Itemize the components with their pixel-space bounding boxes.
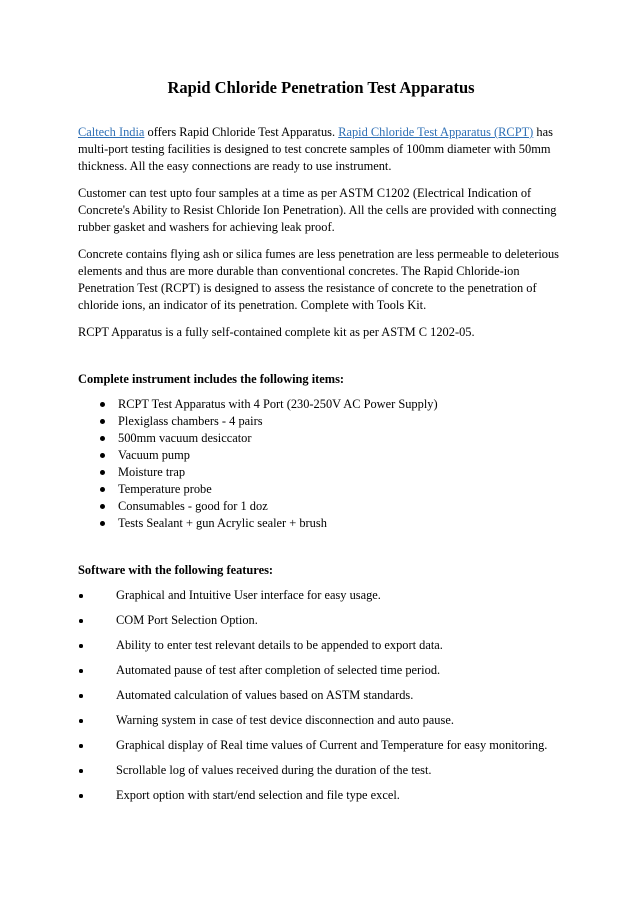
bullet-icon xyxy=(100,487,105,492)
software-features-list xyxy=(78,587,564,804)
list-item xyxy=(78,587,564,604)
bullet-icon xyxy=(100,470,105,475)
list-item-text: Vacuum pump xyxy=(118,448,190,462)
list-item-text: COM Port Selection Option. xyxy=(116,613,258,627)
list-item-text: Ability to enter test relevant details to be appended to export data. xyxy=(116,638,443,652)
list-item-text: Graphical display of Real time values of Current and Temperature for easy monitoring. xyxy=(116,738,548,752)
list-item-text: Consumables - good for 1 doz xyxy=(118,499,268,513)
list-item xyxy=(78,413,564,430)
list-item xyxy=(78,481,564,498)
instrument-heading: Complete instrument includes the following items: xyxy=(78,372,345,386)
list-item xyxy=(78,737,564,754)
list-item-text: Scrollable log of values received during the duration of the test. xyxy=(116,763,432,777)
list-item xyxy=(78,712,564,729)
document-page xyxy=(78,78,564,812)
bullet-icon xyxy=(78,637,116,654)
list-item xyxy=(78,498,564,515)
list-item xyxy=(78,430,564,447)
list-item xyxy=(78,787,564,804)
list-item-text: RCPT Test Apparatus with 4 Port (230-250V AC Power Supply) xyxy=(118,397,438,411)
list-item-text: 500mm vacuum desiccator xyxy=(118,431,252,445)
list-item xyxy=(78,515,564,532)
list-item xyxy=(78,662,564,679)
list-item-text: Export option with start/end selection and file type excel. xyxy=(116,788,400,802)
paragraph-concrete: Concrete contains flying ash or silica fumes are less penetration are less permeable to deleterious elements and thus are more durable than conventional concretes. The Rapid Chloride-ion Penetration Test (RCPT) is designed to assess the resistance of concrete to the penetration of chloride ions, an indicator of its penetration. Complete with Tools Kit. xyxy=(78,247,559,312)
bullet-icon xyxy=(100,402,105,407)
bullet-icon xyxy=(78,737,116,754)
page-title: Rapid Chloride Penetration Test Apparatus xyxy=(167,78,475,97)
rcpt-apparatus-link[interactable]: Rapid Chloride Test Apparatus (RCPT) xyxy=(338,125,534,139)
bullet-icon xyxy=(78,587,116,604)
list-item-text: Automated calculation of values based on ASTM standards. xyxy=(116,688,414,702)
bullet-icon xyxy=(78,612,116,629)
intro-text-1: offers Rapid Chloride Test Apparatus. xyxy=(144,125,339,139)
list-item-text: Moisture trap xyxy=(118,465,186,479)
list-item-text: Automated pause of test after completion of selected time period. xyxy=(116,663,441,677)
list-item xyxy=(78,464,564,481)
intro-text-2: has multi-port testing facilities is designed to test concrete samples of 100mm diameter with 50mm thickness. All the easy connections are ready to use instrument. xyxy=(78,125,553,173)
bullet-icon xyxy=(78,662,116,679)
list-item-text: Graphical and Intuitive User interface for easy usage. xyxy=(116,588,381,602)
list-item-text: Plexiglass chambers - 4 pairs xyxy=(118,414,263,428)
bullet-icon xyxy=(100,419,105,424)
list-item-text: Tests Sealant + gun Acrylic sealer + brush xyxy=(118,516,327,530)
list-item-text: Warning system in case of test device disconnection and auto pause. xyxy=(116,713,454,727)
bullet-icon xyxy=(78,687,116,704)
software-heading: Software with the following features: xyxy=(78,563,274,577)
list-item xyxy=(78,637,564,654)
paragraph-customer: Customer can test upto four samples at a time as per ASTM C1202 (Electrical Indication of Concrete's Ability to Resist Chloride Ion Penetration). All the cells are provided with connecting rubber gasket and washers for achieving leak proof. xyxy=(78,186,557,234)
list-item xyxy=(78,612,564,629)
paragraph-rcpt-kit: RCPT Apparatus is a fully self-contained complete kit as per ASTM C 1202-05. xyxy=(78,325,475,339)
bullet-icon xyxy=(78,787,116,804)
bullet-icon xyxy=(100,436,105,441)
caltech-india-link[interactable]: Caltech India xyxy=(78,125,145,139)
list-item-text: Temperature probe xyxy=(118,482,212,496)
bullet-icon xyxy=(100,504,105,509)
list-item xyxy=(78,762,564,779)
bullet-icon xyxy=(100,453,105,458)
bullet-icon xyxy=(100,521,105,526)
list-item xyxy=(78,687,564,704)
list-item xyxy=(78,396,564,413)
intro-paragraph xyxy=(78,124,564,175)
bullet-icon xyxy=(78,762,116,779)
bullet-icon xyxy=(78,712,116,729)
list-item xyxy=(78,447,564,464)
instrument-items-list xyxy=(78,396,564,532)
